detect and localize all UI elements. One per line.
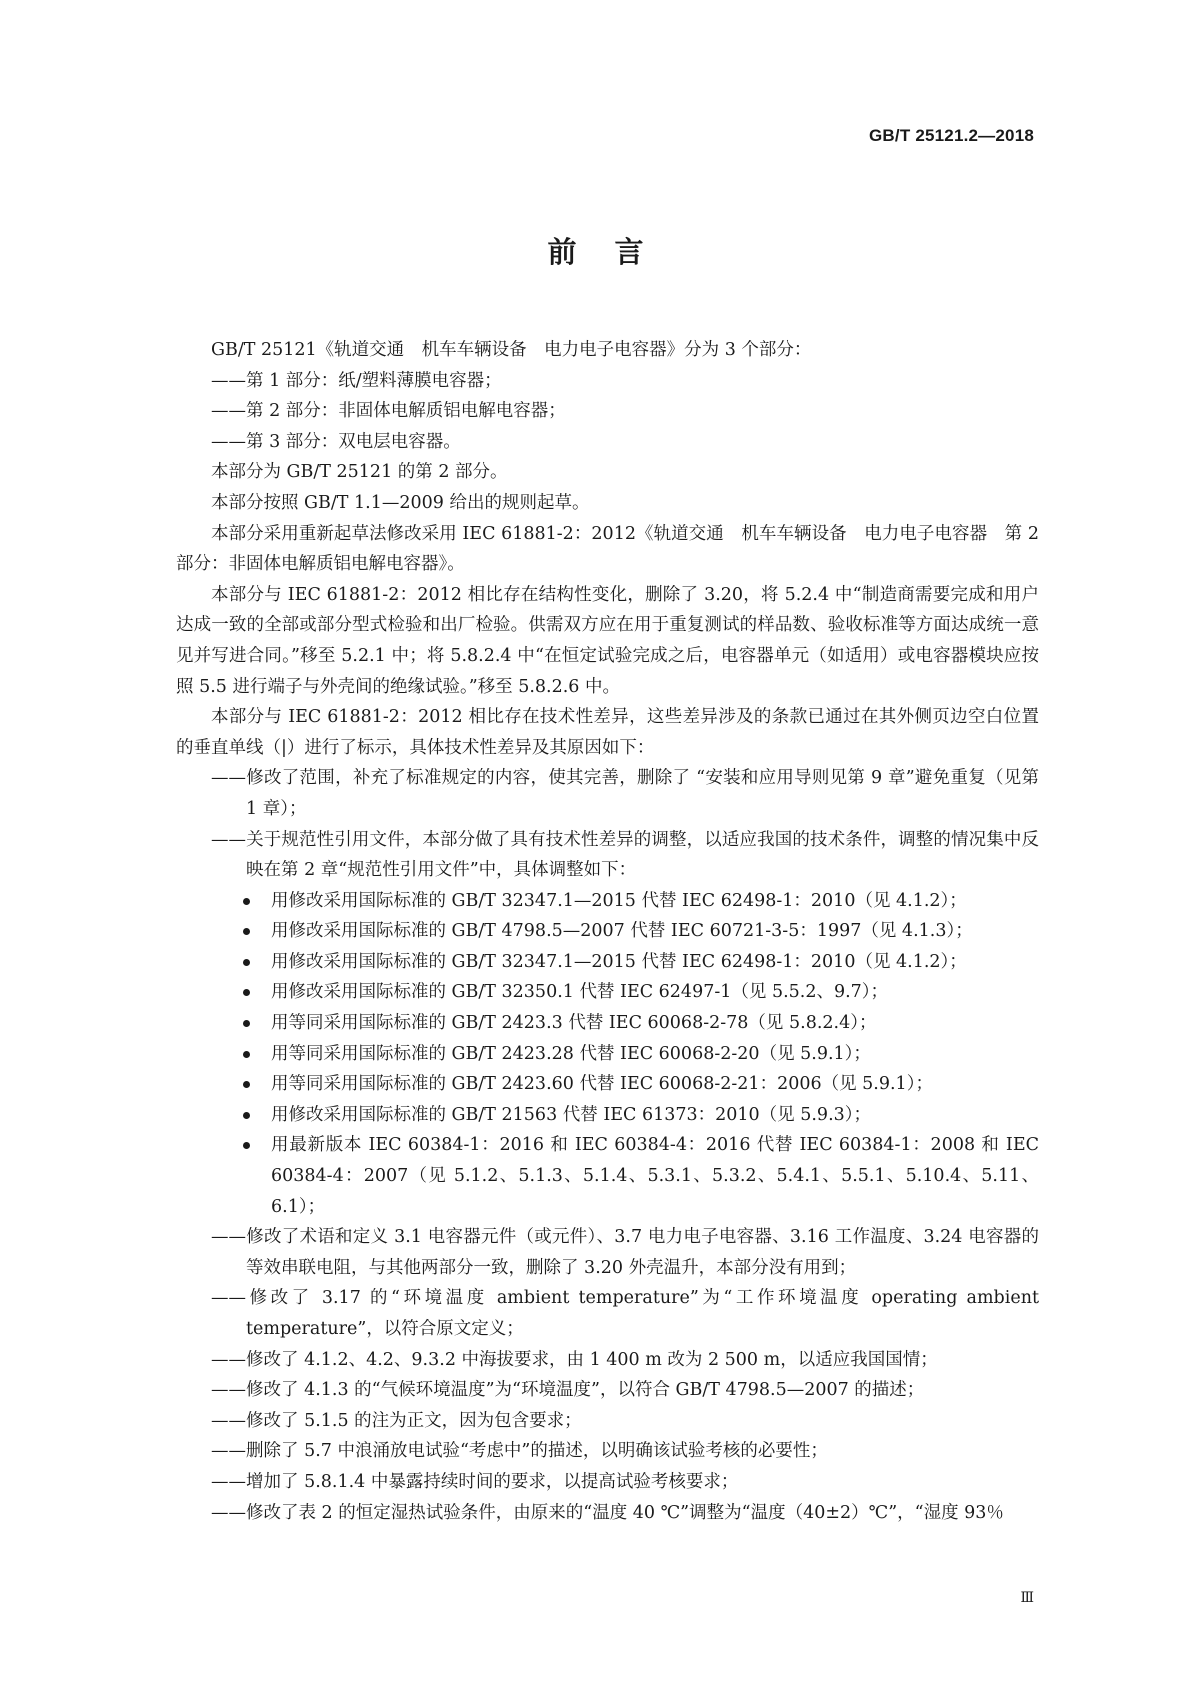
difference-item-normative-refs	[211, 825, 1039, 886]
dash-mark: ——	[211, 1380, 246, 1401]
difference-item	[211, 1283, 1039, 1344]
difference-item	[211, 1222, 1039, 1283]
reference-bullet: 用修改采用国际标准的 GB/T 4798.5—2007 代替 IEC 60721-3-5：1997（见 4.1.3）；	[243, 916, 1039, 947]
difference-text: 修改了范围，补充了标准规定的内容，使其完善，删除了 “安装和应用导则见第 9 章”避免重复（见第 1 章）；	[246, 768, 1039, 819]
difference-text: 删除了 5.7 中浪涌放电试验“考虑中”的描述，以明确该试验考核的必要性；	[246, 1441, 828, 1462]
para-adopt: 本部分采用重新起草法修改采用 IEC 61881-2：2012《轨道交通 机车车辆设备 电力电子电容器 第 2 部分：非固体电解质铝电解电容器》。	[176, 523, 1039, 575]
para-technical: 本部分与 IEC 61881-2：2012 相比存在技术性差异，这些差异涉及的条款已通过在其外侧页边空白位置的垂直单线（|）进行了标示，具体技术性差异及其原因如下：	[176, 707, 1039, 758]
difference-item	[211, 1467, 1039, 1498]
para-structure: 本部分与 IEC 61881-2：2012 相比存在结构性变化，删除了 3.20，将 5.2.4 中“制造商需要完成和用户达成一致的全部或部分型式检验和出厂检验。供需双方应在用于重复测试的样品数、验收标准等方面达成统一意见并写进合同。”移至 5.2.1 中；将 5.8.2.4 中“在恒定试验完成之后，电容器单元（如适用）或电容器模块应按照 5.5 进行端子与外壳间的绝缘试验。”移至 5.8.2.6 中。	[176, 584, 1039, 697]
dash-mark: ——	[211, 1441, 246, 1462]
dash-mark: ——	[211, 829, 246, 850]
difference-item	[211, 1498, 1039, 1529]
reference-bullet: 用修改采用国际标准的 GB/T 32350.1 代替 IEC 62497-1（见 5.5.2、9.7）；	[243, 977, 1039, 1008]
difference-text: 修改了 3.17 的“环境温度 ambient temperature”为“工作环境温度 operating ambient temperature”，以符合原文定义；	[246, 1288, 1039, 1339]
standard-code: GB/T 25121.2—2018	[869, 126, 1034, 145]
dash-mark: ——	[211, 370, 246, 391]
difference-text: 修改了 4.1.3 的“气候环境温度”为“环境温度”，以符合 GB/T 4798.5—2007 的描述；	[246, 1380, 925, 1401]
part-item-text: 第 3 部分：双电层电容器。	[246, 431, 461, 452]
difference-item-scope	[211, 763, 1039, 824]
reference-bullet: 用最新版本 IEC 60384-1：2016 和 IEC 60384-4：2016 代替 IEC 60384-1：2008 和 IEC 60384-4：2007（见 5.1.2、5.1.3、5.1.4、5.3.1、5.3.2、5.4.1、5.5.1、5.10.4、5.11、6.1）；	[243, 1130, 1039, 1222]
difference-text: 增加了 5.8.1.4 中暴露持续时间的要求，以提高试验考核要求；	[246, 1471, 739, 1492]
part-item-text: 第 1 部分：纸/塑料薄膜电容器；	[246, 370, 502, 391]
dash-mark: ——	[211, 1410, 246, 1431]
difference-text: 关于规范性引用文件，本部分做了具有技术性差异的调整，以适应我国的技术条件，调整的情况集中反映在第 2 章“规范性引用文件”中，具体调整如下：	[246, 829, 1039, 881]
part-item	[211, 366, 1039, 397]
part-item	[211, 396, 1039, 427]
reference-bullet: 用等同采用国际标准的 GB/T 2423.28 代替 IEC 60068-2-20（见 5.9.1）；	[243, 1039, 1039, 1070]
dash-mark: ——	[211, 1227, 246, 1248]
dash-mark: ——	[211, 1502, 246, 1523]
reference-bullet: 用修改采用国际标准的 GB/T 21563 代替 IEC 61373：2010（见 5.9.3）；	[243, 1100, 1039, 1131]
part-item	[211, 427, 1039, 458]
para-rules: 本部分按照 GB/T 1.1—2009 给出的规则起草。	[211, 492, 590, 513]
part-item-text: 第 2 部分：非固体电解质铝电解电容器；	[246, 401, 566, 422]
reference-bullet: 用修改采用国际标准的 GB/T 32347.1—2015 代替 IEC 62498-1：2010（见 4.1.2）；	[243, 886, 1039, 917]
difference-text: 修改了术语和定义 3.1 电容器元件（或元件）、3.7 电力电子电容器、3.16 工作温度、3.24 电容器的等效串联电阻，与其他两部分一致，删除了 3.20 外壳温升，本部分没有用到；	[246, 1227, 1039, 1278]
page-number: Ⅲ	[1020, 1590, 1034, 1606]
difference-item	[211, 1436, 1039, 1467]
dash-mark: ——	[211, 401, 246, 422]
dash-mark: ——	[211, 1349, 246, 1370]
difference-text: 修改了 5.1.5 的注为正文，因为包含要求；	[246, 1410, 582, 1431]
difference-text: 修改了 4.1.2、4.2、9.3.2 中海拔要求，由 1 400 m 改为 2 500 m，以适应我国国情；	[246, 1349, 938, 1370]
page-title: 前言	[547, 235, 682, 269]
dash-mark: ——	[211, 431, 246, 452]
reference-bullet: 用修改采用国际标准的 GB/T 32347.1—2015 代替 IEC 62498-1：2010（见 4.1.2）；	[243, 947, 1039, 978]
document-body	[176, 335, 1039, 1528]
reference-bullet: 用等同采用国际标准的 GB/T 2423.60 代替 IEC 60068-2-21：2006（见 5.9.1）；	[243, 1069, 1039, 1100]
intro-series: GB/T 25121《轨道交通 机车车辆设备 电力电子电容器》分为 3 个部分：	[211, 340, 812, 360]
dash-mark: ——	[211, 768, 246, 789]
difference-item	[211, 1375, 1039, 1406]
dash-mark: ——	[211, 1471, 246, 1492]
difference-item	[211, 1406, 1039, 1437]
difference-text: 修改了表 2 的恒定湿热试验条件，由原来的“温度 40 ℃”调整为“温度（40±2）℃”，“湿度 93％	[246, 1502, 1004, 1523]
dash-mark: ——	[211, 1288, 246, 1309]
reference-bullet: 用等同采用国际标准的 GB/T 2423.3 代替 IEC 60068-2-78（见 5.8.2.4）；	[243, 1008, 1039, 1039]
para-part: 本部分为 GB/T 25121 的第 2 部分。	[211, 462, 508, 483]
difference-item	[211, 1345, 1039, 1376]
